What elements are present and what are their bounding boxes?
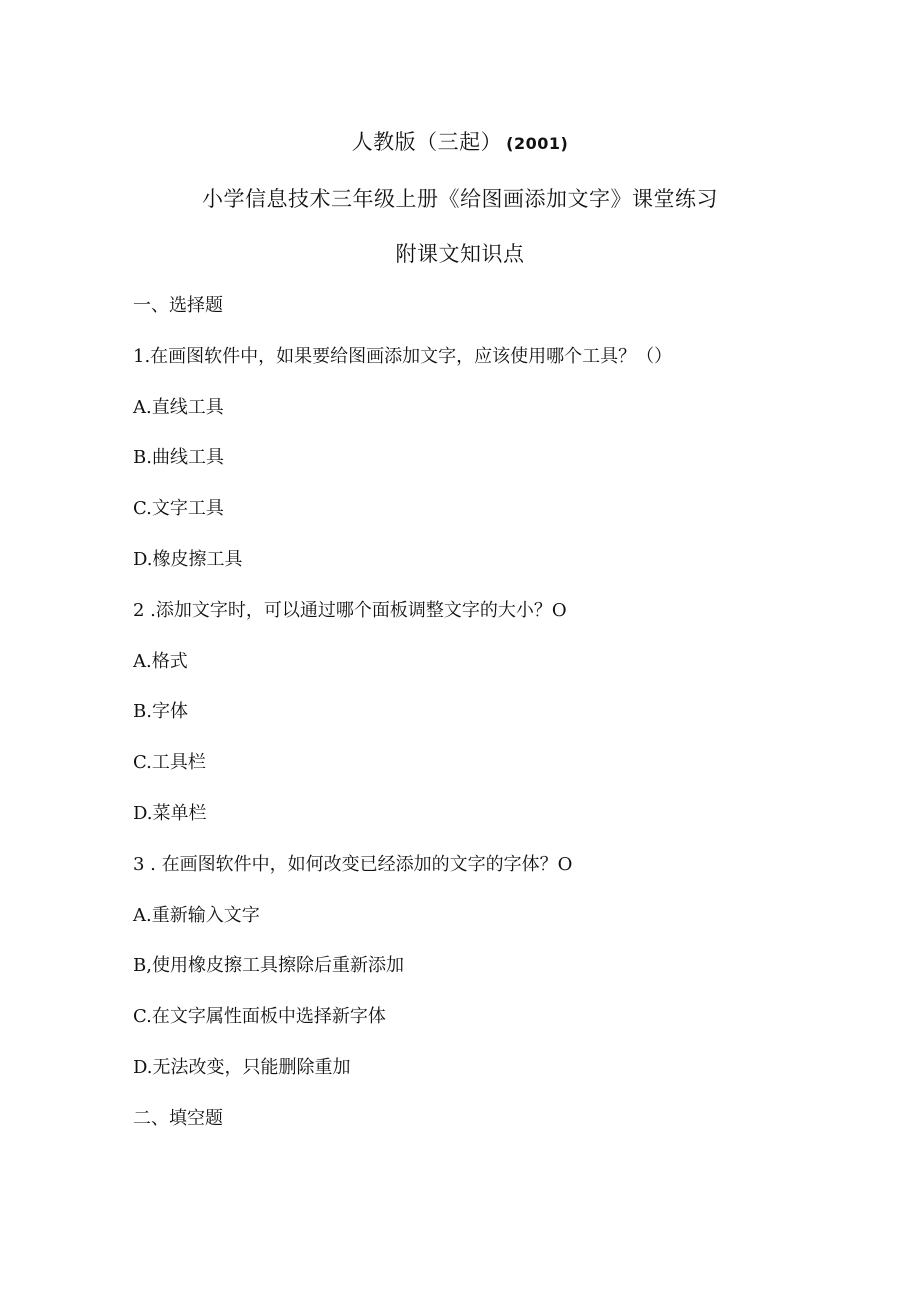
document-title-line-2: 小学信息技术三年级上册《给图画添加文字》课堂练习 [202, 187, 718, 211]
question-1-stem: 1.在画图软件中，如果要给图画添加文字，应该使用哪个工具？（） [133, 346, 673, 367]
question-1-option-b: B.曲线工具 [133, 447, 224, 468]
title-text: 人教版（三起） [351, 130, 503, 154]
title-year: (2001) [506, 134, 569, 153]
section-heading-choice: 一、选择题 [133, 295, 223, 316]
question-2-option-d: D.菜单栏 [133, 803, 207, 824]
question-1-option-c: C.文字工具 [133, 498, 224, 519]
question-2-option-b: B.字体 [133, 701, 188, 722]
question-2-stem: 2 .添加文字时，可以通过哪个面板调整文字的大小？O [133, 600, 567, 621]
question-2-option-a: A.格式 [133, 651, 188, 672]
question-3-option-d: D.无法改变，只能删除重加 [133, 1057, 351, 1078]
question-3-option-c: C.在文字属性面板中选择新字体 [133, 1006, 386, 1027]
question-3-option-b: B,使用橡皮擦工具擦除后重新添加 [133, 955, 404, 976]
document-title-line-3: 附课文知识点 [395, 242, 525, 266]
question-3-stem: 3 . 在画图软件中，如何改变已经添加的文字的字体？O [133, 854, 573, 875]
section-heading-fill: 二、填空题 [133, 1108, 223, 1129]
question-2-option-c: C.工具栏 [133, 752, 206, 773]
document-title-line-1 [0, 126, 920, 156]
question-1-option-a: A.直线工具 [133, 397, 224, 418]
question-1-option-d: D.橡皮擦工具 [133, 549, 243, 570]
question-3-option-a: A.重新输入文字 [133, 905, 260, 926]
